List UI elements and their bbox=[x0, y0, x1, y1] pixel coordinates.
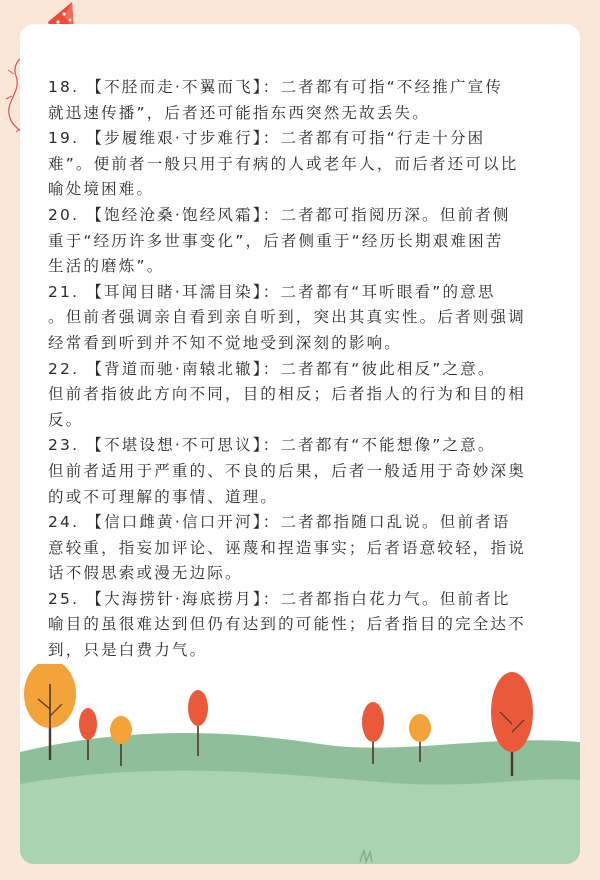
entry-19 bbox=[48, 126, 564, 203]
entry-22 bbox=[48, 357, 564, 434]
entry-24 bbox=[48, 510, 564, 587]
entry-line: 。但前者强调亲自看到亲自听到，突出其真实性。后者则强调 bbox=[48, 308, 526, 327]
entry-line: 生活的磨炼”。 bbox=[48, 257, 165, 276]
entry-line: 24. 【信口雌黄·信口开河】：二者都指随口乱说。但前者语 bbox=[48, 513, 511, 532]
entry-line: 就迅速传播”，后者还可能指东西突然无故丢失。 bbox=[48, 103, 430, 122]
entry-25 bbox=[48, 587, 564, 664]
entry-line: 19. 【步履维艰·寸步难行】：二者都有可指“行走十分困 bbox=[48, 129, 486, 148]
landscape-illustration bbox=[20, 664, 580, 864]
entry-line: 25. 【大海捞针·海底捞月】：二者都指白花力气。但前者比 bbox=[48, 589, 511, 608]
entry-18 bbox=[48, 75, 564, 126]
entry-line: 到，只是白费力气。 bbox=[48, 641, 208, 660]
entry-line: 但前者指彼此方向不同，目的相反；后者指人的行为和目的相 bbox=[48, 385, 526, 404]
entry-line: 的或不可理解的事情、道理。 bbox=[48, 487, 279, 506]
entry-line: 意较重，指妄加评论、诬蔑和捏造事实；后者语意较轻，指说 bbox=[48, 538, 526, 557]
entry-line: 重于“经历许多世事变化”，后者侧重于“经历长期艰难困苦 bbox=[48, 231, 504, 250]
entry-line: 喻目的虽很难达到但仍有达到的可能性；后者指目的完全达不 bbox=[48, 615, 526, 634]
hill-front bbox=[20, 771, 580, 864]
content-card bbox=[20, 24, 580, 864]
entry-line: 经常看到听到并不知不觉地受到深刻的影响。 bbox=[48, 333, 403, 352]
entry-line: 喻处境困难。 bbox=[48, 180, 155, 199]
entry-line: 22. 【背道而驰·南辕北辙】：二者都有“彼此相反”之意。 bbox=[48, 359, 496, 378]
entry-20 bbox=[48, 203, 564, 280]
entry-list bbox=[48, 75, 564, 664]
entry-line: 23. 【不堪设想·不可思议】：二者都有“不能想像”之意。 bbox=[48, 436, 496, 455]
entry-line: 18. 【不胫而走·不翼而飞】：二者都有可指“不经推广宣传 bbox=[48, 78, 504, 96]
entry-line: 但前者适用于严重的、不良的后果，后者一般适用于奇妙深奥 bbox=[48, 461, 526, 480]
entry-line: 难”。便前者一般只用于有病的人或老年人，而后者还可以比 bbox=[48, 154, 519, 173]
entry-line: 话不假思索或漫无边际。 bbox=[48, 564, 243, 583]
entry-23 bbox=[48, 433, 564, 510]
entry-line: 21. 【耳闻目睹·耳濡目染】：二者都有“耳听眼看”的意思 bbox=[48, 282, 496, 301]
entry-line: 20. 【饱经沧桑·饱经风霜】：二者都可指阅历深。但前者侧 bbox=[48, 205, 511, 224]
entry-line: 反。 bbox=[48, 410, 84, 429]
entry-21 bbox=[48, 280, 564, 357]
